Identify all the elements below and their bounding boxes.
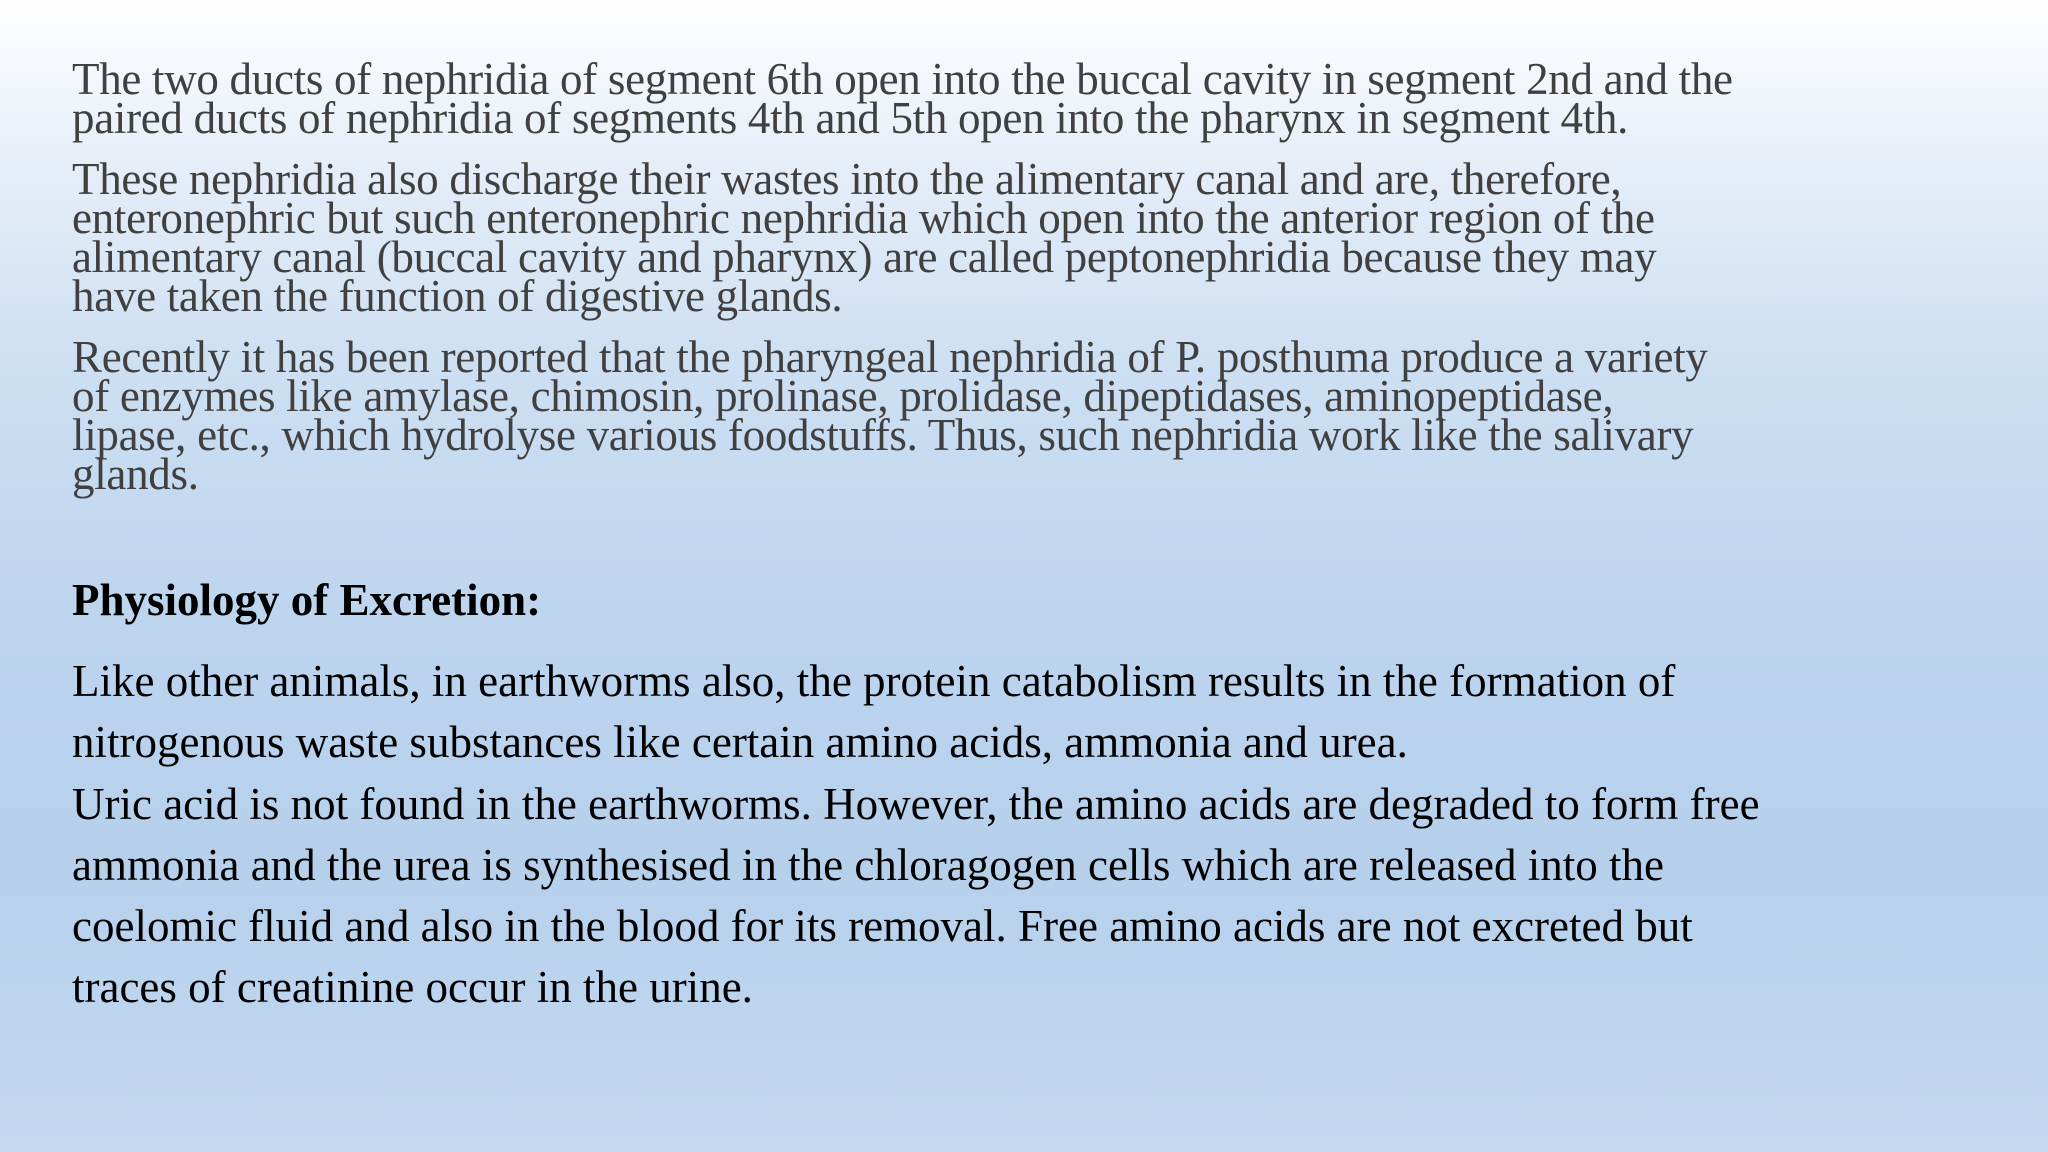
paragraph-nephridia-ducts: [72, 54, 2012, 143]
section-heading: Physiology of Excretion:: [72, 575, 542, 625]
paragraph-enteronephric: [72, 154, 2012, 321]
text-line: alimentary canal (buccal cavity and pharynx) are called peptonephridia because they may: [72, 232, 1657, 282]
text-line: have taken the function of digestive glands.: [72, 271, 843, 321]
text-line: glands.: [72, 449, 199, 499]
text-line: The two ducts of nephridia of segment 6th open into the buccal cavity in segment 2nd and the: [72, 54, 1733, 104]
text-line: Like other animals, in earthworms also, the protein catabolism results in the formation of: [72, 656, 1676, 706]
text-line: coelomic fluid and also in the blood for its removal. Free amino acids are not excreted but: [72, 901, 1693, 952]
text-line: paired ducts of nephridia of segments 4th and 5th open into the pharynx in segment 4th.: [72, 93, 1629, 143]
paragraph-enzymes: [72, 332, 2012, 499]
section-body: [72, 651, 1760, 1019]
text-line: ammonia and the urea is synthesised in the chloragogen cells which are released into the: [72, 839, 1664, 890]
text-line: enteronephric but such enteronephric nephridia which open into the anterior region of the: [72, 193, 1655, 243]
text-line: These nephridia also discharge their wastes into the alimentary canal and are, therefore,: [72, 154, 1622, 204]
slide-content: [72, 54, 2012, 1013]
text-line: of enzymes like amylase, chimosin, prolinase, prolidase, dipeptidases, aminopeptidase,: [72, 371, 1614, 421]
text-line: traces of creatinine occur in the urine.: [72, 962, 753, 1013]
text-line: lipase, etc., which hydrolyse various foodstuffs. Thus, such nephridia work like the salivary: [72, 410, 1694, 460]
text-line: Uric acid is not found in the earthworms. However, the amino acids are degraded to form free: [72, 778, 1760, 829]
text-line: Recently it has been reported that the pharyngeal nephridia of P. posthuma produce a variety: [72, 332, 1708, 382]
text-line: nitrogenous waste substances like certain amino acids, ammonia and urea.: [72, 717, 1408, 768]
